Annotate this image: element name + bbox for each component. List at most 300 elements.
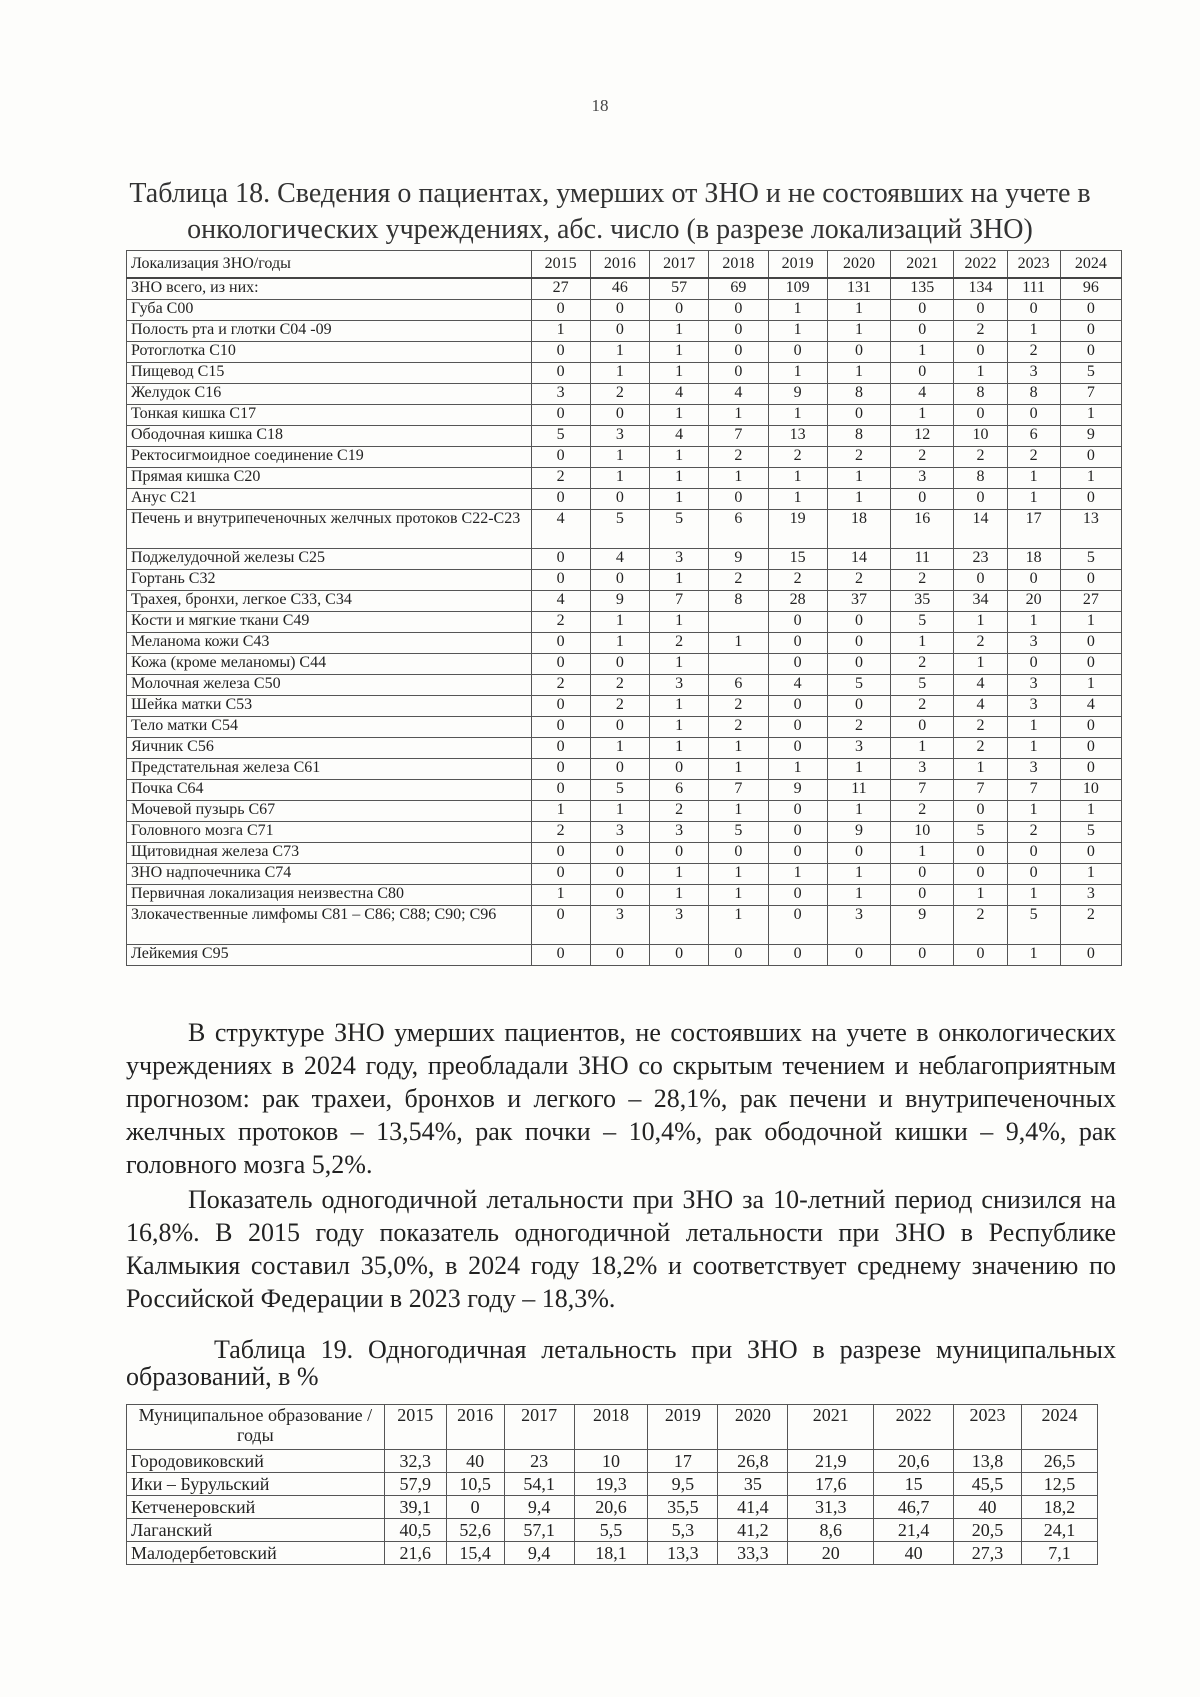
value-cell: 135 bbox=[891, 278, 954, 300]
value-cell: 1 bbox=[768, 864, 827, 885]
value-cell: 2 bbox=[590, 675, 649, 696]
value-cell: 0 bbox=[531, 549, 590, 570]
value-cell: 10 bbox=[954, 426, 1007, 447]
value-cell: 1 bbox=[1007, 321, 1060, 342]
value-cell: 40 bbox=[446, 1450, 504, 1473]
value-cell: 15 bbox=[768, 549, 827, 570]
table-row bbox=[127, 321, 1122, 342]
table-18-head bbox=[127, 251, 1122, 279]
value-cell: 69 bbox=[709, 278, 768, 300]
value-cell: 3 bbox=[1007, 696, 1060, 717]
value-cell: 131 bbox=[827, 278, 890, 300]
value-cell: 1 bbox=[1060, 864, 1121, 885]
value-cell: 1 bbox=[709, 801, 768, 822]
value-cell: 0 bbox=[768, 342, 827, 363]
value-cell: 12 bbox=[891, 426, 954, 447]
value-cell: 0 bbox=[709, 489, 768, 510]
row-label-cell: Яичник С56 bbox=[127, 738, 532, 759]
row-label-cell: Ики – Бурульский bbox=[127, 1473, 385, 1496]
value-cell: 3 bbox=[891, 759, 954, 780]
header-row bbox=[127, 251, 1122, 279]
value-cell: 0 bbox=[1060, 633, 1121, 654]
value-cell: 2 bbox=[1060, 906, 1121, 945]
value-cell: 5 bbox=[954, 822, 1007, 843]
value-cell: 1 bbox=[891, 738, 954, 759]
value-cell: 1 bbox=[768, 468, 827, 489]
value-cell: 4 bbox=[891, 384, 954, 405]
table-row bbox=[127, 822, 1122, 843]
row-label-cell: Первичная локализация неизвестна С80 bbox=[127, 885, 532, 906]
value-cell: 0 bbox=[1060, 570, 1121, 591]
value-cell: 0 bbox=[590, 654, 649, 675]
value-cell: 41,2 bbox=[718, 1519, 788, 1542]
value-cell: 10 bbox=[574, 1450, 648, 1473]
value-cell: 20,5 bbox=[954, 1519, 1022, 1542]
value-cell: 1 bbox=[709, 633, 768, 654]
value-cell: 9 bbox=[891, 906, 954, 945]
value-cell: 27 bbox=[1060, 591, 1121, 612]
value-cell: 111 bbox=[1007, 278, 1060, 300]
row-label-cell: Желудок С16 bbox=[127, 384, 532, 405]
value-cell bbox=[709, 654, 768, 675]
value-cell: 2 bbox=[954, 447, 1007, 468]
row-label-cell: Злокачественные лимфомы С81 – С86; С88; С90; С96 bbox=[127, 906, 532, 945]
value-cell: 0 bbox=[531, 864, 590, 885]
value-cell: 0 bbox=[446, 1496, 504, 1519]
column-header-year: 2015 bbox=[531, 251, 590, 279]
value-cell: 0 bbox=[531, 570, 590, 591]
value-cell: 0 bbox=[954, 405, 1007, 426]
value-cell: 9,5 bbox=[648, 1473, 718, 1496]
value-cell: 3 bbox=[891, 468, 954, 489]
table-18-title: Таблица 18. Сведения о пациентах, умерших от ЗНО и не состоявших на учете в онкологических учреждениях, абс. число (в разрезе локализаций ЗНО) bbox=[129, 178, 1091, 245]
value-cell: 0 bbox=[768, 906, 827, 945]
value-cell: 0 bbox=[531, 696, 590, 717]
value-cell: 5 bbox=[590, 510, 649, 549]
row-label-cell: Трахея, бронхи, легкое С33, С34 bbox=[127, 591, 532, 612]
row-label-cell: Ректосигмоидное соединение С19 bbox=[127, 447, 532, 468]
value-cell: 8,6 bbox=[788, 1519, 874, 1542]
table-19 bbox=[126, 1404, 1098, 1565]
value-cell: 0 bbox=[954, 945, 1007, 966]
value-cell: 4 bbox=[531, 591, 590, 612]
value-cell: 3 bbox=[1007, 363, 1060, 384]
value-cell: 134 bbox=[954, 278, 1007, 300]
value-cell: 0 bbox=[531, 945, 590, 966]
row-label-cell: Гортань С32 bbox=[127, 570, 532, 591]
value-cell: 5,5 bbox=[574, 1519, 648, 1542]
value-cell: 0 bbox=[531, 759, 590, 780]
value-cell: 0 bbox=[1007, 864, 1060, 885]
value-cell: 17 bbox=[648, 1450, 718, 1473]
value-cell: 9,4 bbox=[504, 1496, 574, 1519]
column-header-year: 2018 bbox=[574, 1405, 648, 1450]
page-number: 18 bbox=[591, 96, 609, 115]
value-cell: 26,8 bbox=[718, 1450, 788, 1473]
value-cell: 0 bbox=[768, 801, 827, 822]
value-cell: 2 bbox=[954, 738, 1007, 759]
value-cell: 1 bbox=[827, 885, 890, 906]
table-row bbox=[127, 801, 1122, 822]
value-cell: 1 bbox=[768, 321, 827, 342]
value-cell: 0 bbox=[954, 342, 1007, 363]
value-cell: 0 bbox=[531, 738, 590, 759]
value-cell: 10,5 bbox=[446, 1473, 504, 1496]
value-cell: 2 bbox=[891, 696, 954, 717]
value-cell: 5 bbox=[1060, 363, 1121, 384]
value-cell: 0 bbox=[531, 447, 590, 468]
value-cell: 1 bbox=[650, 738, 709, 759]
value-cell: 0 bbox=[768, 612, 827, 633]
value-cell: 1 bbox=[768, 363, 827, 384]
column-header-year: 2022 bbox=[874, 1405, 954, 1450]
value-cell: 0 bbox=[590, 300, 649, 321]
value-cell: 0 bbox=[954, 570, 1007, 591]
value-cell: 1 bbox=[954, 363, 1007, 384]
value-cell: 8 bbox=[954, 468, 1007, 489]
row-label-cell: Лаганский bbox=[127, 1519, 385, 1542]
value-cell: 1 bbox=[1060, 405, 1121, 426]
value-cell: 1 bbox=[709, 864, 768, 885]
value-cell: 0 bbox=[891, 864, 954, 885]
value-cell: 0 bbox=[827, 342, 890, 363]
value-cell: 1 bbox=[531, 321, 590, 342]
value-cell: 0 bbox=[768, 633, 827, 654]
value-cell: 0 bbox=[650, 300, 709, 321]
value-cell: 2 bbox=[590, 384, 649, 405]
value-cell: 21,9 bbox=[788, 1450, 874, 1473]
value-cell: 0 bbox=[768, 717, 827, 738]
value-cell: 4 bbox=[954, 675, 1007, 696]
value-cell: 8 bbox=[709, 591, 768, 612]
value-cell: 0 bbox=[827, 405, 890, 426]
value-cell: 20,6 bbox=[574, 1496, 648, 1519]
value-cell: 0 bbox=[531, 906, 590, 945]
value-cell: 2 bbox=[531, 822, 590, 843]
value-cell: 11 bbox=[891, 549, 954, 570]
value-cell: 0 bbox=[1060, 300, 1121, 321]
value-cell: 1 bbox=[590, 633, 649, 654]
value-cell: 1 bbox=[1007, 468, 1060, 489]
value-cell: 0 bbox=[531, 363, 590, 384]
value-cell: 0 bbox=[1060, 321, 1121, 342]
value-cell: 0 bbox=[531, 489, 590, 510]
value-cell: 24,1 bbox=[1021, 1519, 1097, 1542]
value-cell: 1 bbox=[954, 759, 1007, 780]
row-label-cell: Меланома кожи С43 bbox=[127, 633, 532, 654]
value-cell: 1 bbox=[768, 300, 827, 321]
table-row bbox=[127, 300, 1122, 321]
value-cell: 3 bbox=[1060, 885, 1121, 906]
value-cell: 1 bbox=[650, 864, 709, 885]
table-row bbox=[127, 1519, 1098, 1542]
value-cell: 9 bbox=[590, 591, 649, 612]
table-row bbox=[127, 384, 1122, 405]
value-cell: 3 bbox=[1007, 759, 1060, 780]
value-cell: 2 bbox=[709, 447, 768, 468]
value-cell: 31,3 bbox=[788, 1496, 874, 1519]
value-cell: 2 bbox=[1007, 822, 1060, 843]
value-cell: 1 bbox=[827, 300, 890, 321]
value-cell: 2 bbox=[891, 447, 954, 468]
row-label-cell: Малодербетовский bbox=[127, 1542, 385, 1565]
value-cell: 3 bbox=[1007, 675, 1060, 696]
value-cell: 0 bbox=[827, 654, 890, 675]
value-cell: 1 bbox=[891, 405, 954, 426]
value-cell: 0 bbox=[1007, 300, 1060, 321]
value-cell: 0 bbox=[1060, 489, 1121, 510]
value-cell: 1 bbox=[590, 801, 649, 822]
column-header-year: 2020 bbox=[827, 251, 890, 279]
column-header-year: 2024 bbox=[1060, 251, 1121, 279]
value-cell: 20 bbox=[1007, 591, 1060, 612]
value-cell: 35 bbox=[891, 591, 954, 612]
value-cell: 1 bbox=[650, 489, 709, 510]
value-cell: 5,3 bbox=[648, 1519, 718, 1542]
value-cell: 0 bbox=[1007, 405, 1060, 426]
value-cell: 0 bbox=[1060, 759, 1121, 780]
value-cell: 0 bbox=[709, 843, 768, 864]
value-cell: 27 bbox=[531, 278, 590, 300]
value-cell: 3 bbox=[590, 906, 649, 945]
row-label-cell: Анус С21 bbox=[127, 489, 532, 510]
value-cell: 5 bbox=[531, 426, 590, 447]
value-cell: 0 bbox=[650, 843, 709, 864]
table-19-head bbox=[127, 1405, 1098, 1450]
value-cell: 19 bbox=[768, 510, 827, 549]
table-row bbox=[127, 633, 1122, 654]
value-cell: 0 bbox=[709, 945, 768, 966]
value-cell: 5 bbox=[709, 822, 768, 843]
value-cell: 1 bbox=[827, 801, 890, 822]
row-label-cell: Щитовидная железа С73 bbox=[127, 843, 532, 864]
value-cell: 0 bbox=[531, 342, 590, 363]
value-cell: 1 bbox=[954, 654, 1007, 675]
value-cell: 3 bbox=[531, 384, 590, 405]
value-cell: 1 bbox=[650, 321, 709, 342]
value-cell: 8 bbox=[827, 384, 890, 405]
column-header-year: 2024 bbox=[1021, 1405, 1097, 1450]
value-cell: 7 bbox=[954, 780, 1007, 801]
value-cell: 0 bbox=[768, 822, 827, 843]
row-label-cell: Пищевод С15 bbox=[127, 363, 532, 384]
value-cell: 9 bbox=[827, 822, 890, 843]
value-cell: 3 bbox=[1007, 633, 1060, 654]
value-cell: 13,8 bbox=[954, 1450, 1022, 1473]
table-row bbox=[127, 759, 1122, 780]
value-cell: 52,6 bbox=[446, 1519, 504, 1542]
value-cell: 6 bbox=[1007, 426, 1060, 447]
value-cell: 1 bbox=[590, 363, 649, 384]
value-cell: 0 bbox=[590, 945, 649, 966]
column-header-year: 2017 bbox=[650, 251, 709, 279]
value-cell: 3 bbox=[650, 549, 709, 570]
value-cell: 1 bbox=[1007, 801, 1060, 822]
column-header-year: 2016 bbox=[446, 1405, 504, 1450]
value-cell: 1 bbox=[768, 759, 827, 780]
value-cell: 1 bbox=[891, 843, 954, 864]
header-row bbox=[127, 1405, 1098, 1450]
value-cell: 8 bbox=[827, 426, 890, 447]
value-cell: 1 bbox=[827, 759, 890, 780]
table-row bbox=[127, 426, 1122, 447]
column-header-year: 2021 bbox=[788, 1405, 874, 1450]
value-cell: 3 bbox=[650, 906, 709, 945]
value-cell: 4 bbox=[650, 426, 709, 447]
value-cell: 3 bbox=[590, 426, 649, 447]
value-cell: 2 bbox=[650, 633, 709, 654]
value-cell: 0 bbox=[709, 342, 768, 363]
value-cell: 11 bbox=[827, 780, 890, 801]
value-cell: 0 bbox=[827, 612, 890, 633]
value-cell: 10 bbox=[1060, 780, 1121, 801]
value-cell: 2 bbox=[709, 696, 768, 717]
row-label-cell: Городовиковский bbox=[127, 1450, 385, 1473]
column-header-year: 2015 bbox=[384, 1405, 446, 1450]
value-cell: 54,1 bbox=[504, 1473, 574, 1496]
value-cell: 0 bbox=[1007, 843, 1060, 864]
value-cell: 3 bbox=[590, 822, 649, 843]
row-label-cell: ЗНО всего, из них: bbox=[127, 278, 532, 300]
value-cell: 0 bbox=[827, 945, 890, 966]
table-row bbox=[127, 468, 1122, 489]
value-cell: 1 bbox=[650, 612, 709, 633]
value-cell: 0 bbox=[891, 885, 954, 906]
value-cell: 2 bbox=[827, 447, 890, 468]
value-cell: 23 bbox=[954, 549, 1007, 570]
table-row bbox=[127, 738, 1122, 759]
value-cell: 5 bbox=[891, 612, 954, 633]
table-row bbox=[127, 342, 1122, 363]
value-cell: 2 bbox=[954, 321, 1007, 342]
column-header-year: 2023 bbox=[954, 1405, 1022, 1450]
value-cell: 2 bbox=[954, 633, 1007, 654]
table-row bbox=[127, 654, 1122, 675]
value-cell: 8 bbox=[954, 384, 1007, 405]
value-cell: 1 bbox=[891, 633, 954, 654]
table-row bbox=[127, 405, 1122, 426]
value-cell: 3 bbox=[827, 906, 890, 945]
value-cell: 0 bbox=[590, 717, 649, 738]
value-cell: 34 bbox=[954, 591, 1007, 612]
value-cell: 1 bbox=[827, 363, 890, 384]
row-label-cell: Кожа (кроме меланомы) С44 bbox=[127, 654, 532, 675]
table-row bbox=[127, 612, 1122, 633]
value-cell: 0 bbox=[768, 738, 827, 759]
value-cell: 0 bbox=[768, 885, 827, 906]
table-row bbox=[127, 570, 1122, 591]
value-cell: 1 bbox=[827, 468, 890, 489]
value-cell: 0 bbox=[954, 864, 1007, 885]
value-cell: 2 bbox=[827, 717, 890, 738]
value-cell: 21,6 bbox=[384, 1542, 446, 1565]
value-cell: 1 bbox=[827, 489, 890, 510]
value-cell: 0 bbox=[891, 363, 954, 384]
value-cell: 1 bbox=[531, 885, 590, 906]
value-cell: 21,4 bbox=[874, 1519, 954, 1542]
row-label-cell: Прямая кишка С20 bbox=[127, 468, 532, 489]
row-label-cell: Шейка матки С53 bbox=[127, 696, 532, 717]
value-cell: 1 bbox=[1007, 738, 1060, 759]
value-cell: 1 bbox=[1007, 489, 1060, 510]
value-cell: 2 bbox=[768, 570, 827, 591]
value-cell: 6 bbox=[709, 510, 768, 549]
value-cell: 0 bbox=[590, 405, 649, 426]
value-cell: 5 bbox=[1060, 549, 1121, 570]
value-cell: 4 bbox=[531, 510, 590, 549]
value-cell: 9,4 bbox=[504, 1542, 574, 1565]
row-label-cell: Ободочная кишка С18 bbox=[127, 426, 532, 447]
value-cell: 14 bbox=[827, 549, 890, 570]
value-cell: 16 bbox=[891, 510, 954, 549]
table-row bbox=[127, 1473, 1098, 1496]
value-cell: 45,5 bbox=[954, 1473, 1022, 1496]
value-cell: 9 bbox=[768, 384, 827, 405]
value-cell: 1 bbox=[1060, 468, 1121, 489]
column-header-label: Локализация ЗНО/годы bbox=[127, 251, 532, 279]
value-cell: 7,1 bbox=[1021, 1542, 1097, 1565]
value-cell: 2 bbox=[1007, 447, 1060, 468]
value-cell: 0 bbox=[531, 633, 590, 654]
row-label-cell: Тело матки С54 bbox=[127, 717, 532, 738]
column-header-year: 2019 bbox=[648, 1405, 718, 1450]
value-cell: 0 bbox=[768, 945, 827, 966]
value-cell: 0 bbox=[954, 801, 1007, 822]
value-cell: 2 bbox=[891, 654, 954, 675]
value-cell: 0 bbox=[827, 696, 890, 717]
paragraph-lethality: Показатель одногодичной летальности при ЗНО за 10-летний период снизился на 16,8%. В 2015 году показатель одногодичной летальности при ЗНО в Республике Калмыкия составил 35,0%, в 2024 году 18,2% и соответствует среднему значению по Российской Федерации в 2023 году – 18,3%. bbox=[126, 1185, 1116, 1313]
value-cell: 2 bbox=[709, 570, 768, 591]
value-cell: 12,5 bbox=[1021, 1473, 1097, 1496]
value-cell: 0 bbox=[768, 843, 827, 864]
value-cell: 18 bbox=[1007, 549, 1060, 570]
table-row bbox=[127, 489, 1122, 510]
table-18 bbox=[126, 250, 1122, 966]
value-cell: 0 bbox=[590, 759, 649, 780]
value-cell: 35,5 bbox=[648, 1496, 718, 1519]
column-header-year: 2022 bbox=[954, 251, 1007, 279]
value-cell: 0 bbox=[891, 717, 954, 738]
value-cell: 1 bbox=[709, 885, 768, 906]
value-cell: 0 bbox=[1060, 945, 1121, 966]
value-cell: 7 bbox=[709, 780, 768, 801]
value-cell: 1 bbox=[1007, 885, 1060, 906]
value-cell: 1 bbox=[650, 717, 709, 738]
value-cell: 40 bbox=[954, 1496, 1022, 1519]
value-cell: 13 bbox=[768, 426, 827, 447]
value-cell: 2 bbox=[827, 570, 890, 591]
value-cell: 2 bbox=[1007, 342, 1060, 363]
value-cell: 5 bbox=[1007, 906, 1060, 945]
value-cell: 0 bbox=[1060, 717, 1121, 738]
value-cell: 1 bbox=[650, 885, 709, 906]
value-cell: 1 bbox=[650, 363, 709, 384]
value-cell: 20,6 bbox=[874, 1450, 954, 1473]
value-cell: 1 bbox=[709, 468, 768, 489]
value-cell: 0 bbox=[531, 780, 590, 801]
table-row bbox=[127, 1542, 1098, 1565]
value-cell: 1 bbox=[590, 447, 649, 468]
row-label-cell: Кетченеровский bbox=[127, 1496, 385, 1519]
value-cell: 2 bbox=[590, 696, 649, 717]
value-cell: 2 bbox=[954, 717, 1007, 738]
value-cell: 0 bbox=[650, 945, 709, 966]
value-cell: 40 bbox=[874, 1542, 954, 1565]
value-cell: 0 bbox=[827, 843, 890, 864]
value-cell: 46,7 bbox=[874, 1496, 954, 1519]
value-cell: 0 bbox=[827, 633, 890, 654]
value-cell: 0 bbox=[1060, 447, 1121, 468]
